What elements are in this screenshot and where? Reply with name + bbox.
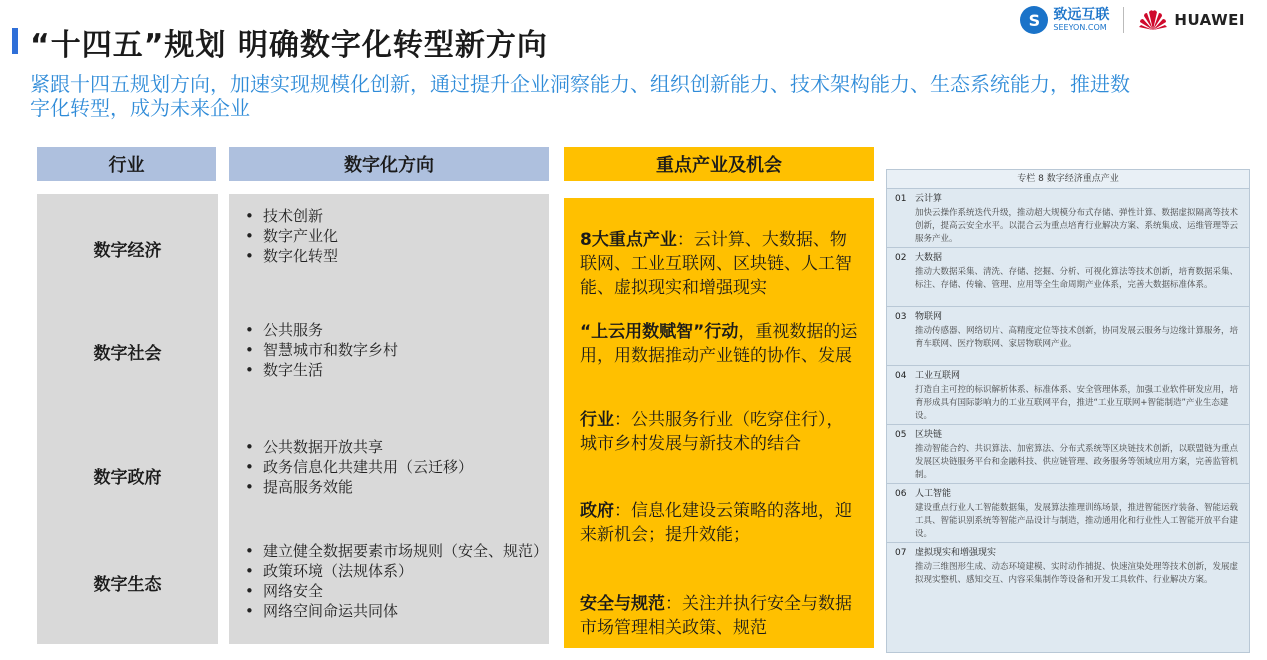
- industry-label: 数字生态: [93, 575, 162, 595]
- column-header-direction: 数字化方向: [229, 147, 549, 181]
- huawei-logo: [1138, 8, 1245, 32]
- seeyon-logo: [1020, 6, 1109, 34]
- direction-group: [241, 320, 541, 380]
- panel-item: 01 云计算 加快云操作系统迭代升级，推动超大规模分布式存储、弹性计算、数据虚拟隔离等技术创新，提高云安全水平。以混合云为重点培育行业解决方案、系统集成、运维管理等云服务产业。: [887, 189, 1249, 248]
- list-item: • 数字化转型: [245, 247, 339, 265]
- direction-group: [241, 541, 549, 621]
- column-header-industry: 行业: [37, 147, 216, 181]
- title-accent-bar: [12, 28, 18, 54]
- panel-item: 04 工业互联网 打造自主可控的标识解析体系、标准体系、安全管理体系，加强工业软件研发应用，培育形成具有国际影响力的工业互联网平台，推进“工业互联网+智能制造”产业生态建设。: [887, 366, 1249, 425]
- direction-group: [241, 437, 541, 497]
- list-item: • 提高服务效能: [245, 478, 354, 496]
- list-item: • 政策环境（法规体系）: [245, 562, 414, 580]
- list-item: • 网络安全: [245, 582, 324, 600]
- panel-item: 02 大数据 推动大数据采集、清洗、存储、挖掘、分析、可视化算法等技术创新，培育数据采集、标注、存储、传输、管理、应用等全生命周期产业体系，完善大数据标准体系。: [887, 248, 1249, 307]
- page-title: “十四五”规划 明确数字化转型新方向: [30, 28, 548, 63]
- seeyon-logo-en: SEEYON.COM: [1053, 23, 1107, 32]
- direction-group: [241, 206, 541, 266]
- key-point: “上云用数赋智”行动，重视数据的运用，用数据推动产业链的协作、发展: [580, 322, 858, 366]
- huawei-logo-text: HUAWEI: [1174, 11, 1245, 29]
- seeyon-logo-icon: S: [1020, 6, 1048, 34]
- page-subtitle: 紧跟十四五规划方向，加速实现规模化创新，通过提升企业洞察能力、组织创新能力、技术架构能力、生态系统能力，推进数字化转型，成为未来企业: [30, 72, 1130, 120]
- key-opportunity-column: [564, 198, 874, 648]
- industry-label: 数字政府: [93, 468, 162, 488]
- logo-area: [1020, 6, 1245, 34]
- list-item: • 数字产业化: [245, 227, 339, 245]
- industry-column: [37, 194, 218, 644]
- list-item: • 政务信息化共建共用（云迁移）: [245, 458, 474, 476]
- industry-label: 数字社会: [93, 344, 162, 364]
- panel-item: 06 人工智能 建设重点行业人工智能数据集，发展算法推理训练场景，推进智能医疗装备、智能运载工具、智能识别系统等智能产品设计与制造，推动通用化和行业性人工智能开放平台建设。: [887, 484, 1249, 543]
- digital-economy-panel: [886, 169, 1250, 653]
- panel-item: 07 虚拟现实和增强现实 推动三维图形生成、动态环境建模、实时动作捕捉、快速渲染处理等技术创新，发展虚拟现实整机、感知交互、内容采集制作等设备和开发工具软件、行业解决方案。: [895, 548, 1239, 585]
- seeyon-logo-cn: 致远互联: [1053, 7, 1110, 23]
- list-item: • 数字生活: [245, 361, 324, 379]
- panel-item: 05 区块链 推动智能合约、共识算法、加密算法、分布式系统等区块链技术创新，以联盟链为重点发展区块链服务平台和金融科技、供应链管理、政务服务等领域应用方案，完善监管机制。: [887, 425, 1249, 484]
- list-item: • 公共数据开放共享: [245, 438, 384, 456]
- key-point: 8大重点产业：云计算、大数据、物联网、工业互联网、区块链、人工智能、虚拟现实和增强现实: [580, 230, 852, 298]
- panel-title: 专栏 8 数字经济重点产业: [887, 170, 1249, 189]
- key-point: 安全与规范：关注并执行安全与数据市场管理相关政策、规范: [580, 594, 852, 638]
- list-item: • 建立健全数据要素市场规则（安全、规范）: [245, 542, 549, 560]
- column-header-key: 重点产业及机会: [564, 147, 874, 181]
- list-item: • 智慧城市和数字乡村: [245, 341, 399, 359]
- list-item: • 网络空间命运共同体: [245, 602, 399, 620]
- key-point: 政府：信息化建设云策略的落地，迎来新机会；提升效能；: [580, 501, 852, 545]
- list-item: • 技术创新: [245, 207, 324, 225]
- huawei-petal-icon: [1138, 8, 1168, 32]
- industry-label: 数字经济: [93, 241, 162, 261]
- direction-column: [229, 194, 549, 644]
- logo-divider: [1123, 7, 1124, 33]
- key-point: 行业：公共服务行业（吃穿住行），城市乡村发展与新技术的结合: [580, 410, 844, 454]
- list-item: • 公共服务: [245, 321, 324, 339]
- panel-item: 03 物联网 推动传感器、网络切片、高精度定位等技术创新，协同发展云服务与边缘计算服务，培育车联网、医疗物联网、家居物联网产业。: [887, 307, 1249, 366]
